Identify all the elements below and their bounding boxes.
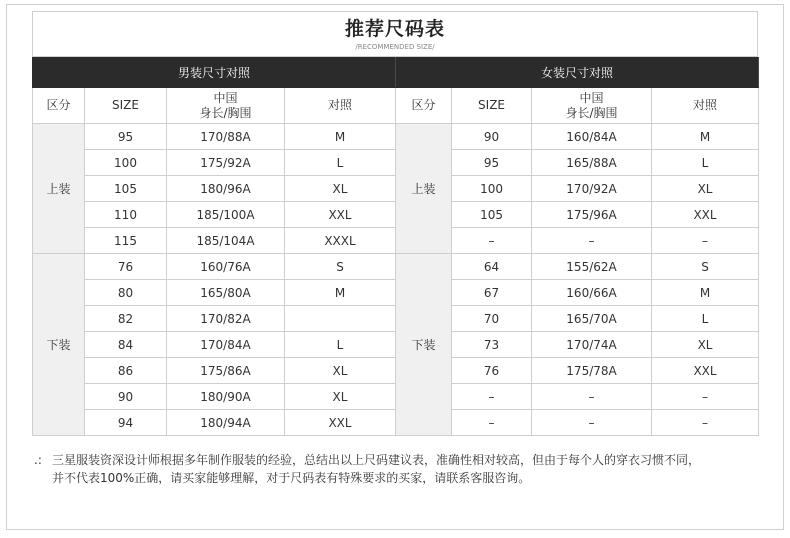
page-title: 推荐尺码表 bbox=[344, 18, 445, 40]
women-compare-cell: XXL bbox=[652, 358, 759, 384]
women-col-compare: 对照 bbox=[652, 88, 759, 124]
men-heading: 男装尺寸对照 bbox=[33, 58, 396, 88]
men-size-cell: 90 bbox=[85, 384, 167, 410]
men-size-cell: 115 bbox=[85, 228, 167, 254]
women-spec-cell: 155/62A bbox=[532, 254, 652, 280]
men-compare-cell bbox=[285, 306, 396, 332]
men-compare-cell: XXL bbox=[285, 410, 396, 436]
women-col-spec bbox=[532, 88, 652, 124]
women-heading: 女装尺寸对照 bbox=[396, 58, 759, 88]
women-spec-cell: – bbox=[532, 228, 652, 254]
women-col-size: SIZE bbox=[452, 88, 532, 124]
women-size-cell: 73 bbox=[452, 332, 532, 358]
women-spec-cell: – bbox=[532, 410, 652, 436]
men-spec-cell: 175/92A bbox=[167, 150, 285, 176]
men-tops-label: 上装 bbox=[33, 124, 85, 254]
men-spec-cell: 185/104A bbox=[167, 228, 285, 254]
men-spec-cell: 180/94A bbox=[167, 410, 285, 436]
women-spec-cell: 175/78A bbox=[532, 358, 652, 384]
men-col-spec bbox=[167, 88, 285, 124]
women-spec-cell: 170/92A bbox=[532, 176, 652, 202]
women-col-spec-line2: 身长/胸围 bbox=[565, 105, 618, 120]
column-header-row bbox=[33, 88, 759, 124]
men-spec-cell: 165/80A bbox=[167, 280, 285, 306]
men-compare-cell: XXL bbox=[285, 202, 396, 228]
women-spec-cell: 165/88A bbox=[532, 150, 652, 176]
men-col-compare: 对照 bbox=[285, 88, 396, 124]
women-compare-cell: XL bbox=[652, 332, 759, 358]
note-bullet: .: bbox=[34, 453, 42, 467]
women-compare-cell: L bbox=[652, 150, 759, 176]
women-compare-cell: M bbox=[652, 124, 759, 150]
table-header-row bbox=[33, 58, 759, 88]
women-compare-cell: S bbox=[652, 254, 759, 280]
women-spec-cell: 160/66A bbox=[532, 280, 652, 306]
women-compare-cell: – bbox=[652, 228, 759, 254]
men-spec-cell: 170/88A bbox=[167, 124, 285, 150]
men-compare-cell: XL bbox=[285, 384, 396, 410]
men-col-spec-line2: 身长/胸围 bbox=[199, 105, 252, 120]
page-subtitle: /RECOMMENDED SIZE/ bbox=[355, 43, 435, 51]
note-line-1: 三星服装资深设计师根据多年制作服装的经验，总结出以上尺码建议表，准确性相对较高，但由于每个人的穿衣习惯不同， bbox=[52, 453, 701, 467]
men-compare-cell: XXXL bbox=[285, 228, 396, 254]
men-compare-cell: L bbox=[285, 150, 396, 176]
men-spec-cell: 170/82A bbox=[167, 306, 285, 332]
women-bottoms-label: 下装 bbox=[396, 254, 452, 436]
women-spec-cell: – bbox=[532, 384, 652, 410]
men-spec-cell: 180/96A bbox=[167, 176, 285, 202]
men-spec-cell: 185/100A bbox=[167, 202, 285, 228]
men-bottoms-label: 下装 bbox=[33, 254, 85, 436]
men-compare-cell: L bbox=[285, 332, 396, 358]
size-note bbox=[34, 451, 764, 487]
men-compare-cell: M bbox=[285, 124, 396, 150]
men-size-cell: 82 bbox=[85, 306, 167, 332]
women-col-spec-line1: 中国 bbox=[579, 90, 604, 105]
men-size-cell: 80 bbox=[85, 280, 167, 306]
table-row bbox=[33, 254, 759, 280]
men-size-cell: 95 bbox=[85, 124, 167, 150]
men-col-spec-line1: 中国 bbox=[213, 90, 238, 105]
men-size-cell: 105 bbox=[85, 176, 167, 202]
women-size-cell: 95 bbox=[452, 150, 532, 176]
women-size-cell: 105 bbox=[452, 202, 532, 228]
women-size-cell: 90 bbox=[452, 124, 532, 150]
women-size-cell: 76 bbox=[452, 358, 532, 384]
men-spec-cell: 175/86A bbox=[167, 358, 285, 384]
women-compare-cell: – bbox=[652, 384, 759, 410]
men-size-cell: 84 bbox=[85, 332, 167, 358]
men-size-cell: 94 bbox=[85, 410, 167, 436]
women-spec-cell: 160/84A bbox=[532, 124, 652, 150]
table-row bbox=[33, 124, 759, 150]
men-size-cell: 86 bbox=[85, 358, 167, 384]
title-box bbox=[32, 11, 758, 57]
men-spec-cell: 180/90A bbox=[167, 384, 285, 410]
size-table bbox=[32, 57, 759, 436]
men-col-size: SIZE bbox=[85, 88, 167, 124]
women-col-category: 区分 bbox=[396, 88, 452, 124]
women-spec-cell: 170/74A bbox=[532, 332, 652, 358]
women-size-cell: – bbox=[452, 410, 532, 436]
women-compare-cell: M bbox=[652, 280, 759, 306]
women-tops-label: 上装 bbox=[396, 124, 452, 254]
men-size-cell: 76 bbox=[85, 254, 167, 280]
men-compare-cell: M bbox=[285, 280, 396, 306]
men-compare-cell: XL bbox=[285, 358, 396, 384]
men-size-cell: 110 bbox=[85, 202, 167, 228]
men-size-cell: 100 bbox=[85, 150, 167, 176]
women-spec-cell: 165/70A bbox=[532, 306, 652, 332]
women-size-cell: 70 bbox=[452, 306, 532, 332]
note-line-2: 并不代表100%正确，请买家能够理解，对于尺码表有特殊要求的买家，请联系客服咨询。 bbox=[52, 471, 531, 485]
men-compare-cell: S bbox=[285, 254, 396, 280]
women-compare-cell: XL bbox=[652, 176, 759, 202]
women-compare-cell: L bbox=[652, 306, 759, 332]
women-size-cell: 67 bbox=[452, 280, 532, 306]
women-size-cell: – bbox=[452, 384, 532, 410]
women-spec-cell: 175/96A bbox=[532, 202, 652, 228]
men-spec-cell: 160/76A bbox=[167, 254, 285, 280]
men-spec-cell: 170/84A bbox=[167, 332, 285, 358]
women-compare-cell: XXL bbox=[652, 202, 759, 228]
men-compare-cell: XL bbox=[285, 176, 396, 202]
women-size-cell: – bbox=[452, 228, 532, 254]
women-compare-cell: – bbox=[652, 410, 759, 436]
men-col-category: 区分 bbox=[33, 88, 85, 124]
women-size-cell: 64 bbox=[452, 254, 532, 280]
women-size-cell: 100 bbox=[452, 176, 532, 202]
